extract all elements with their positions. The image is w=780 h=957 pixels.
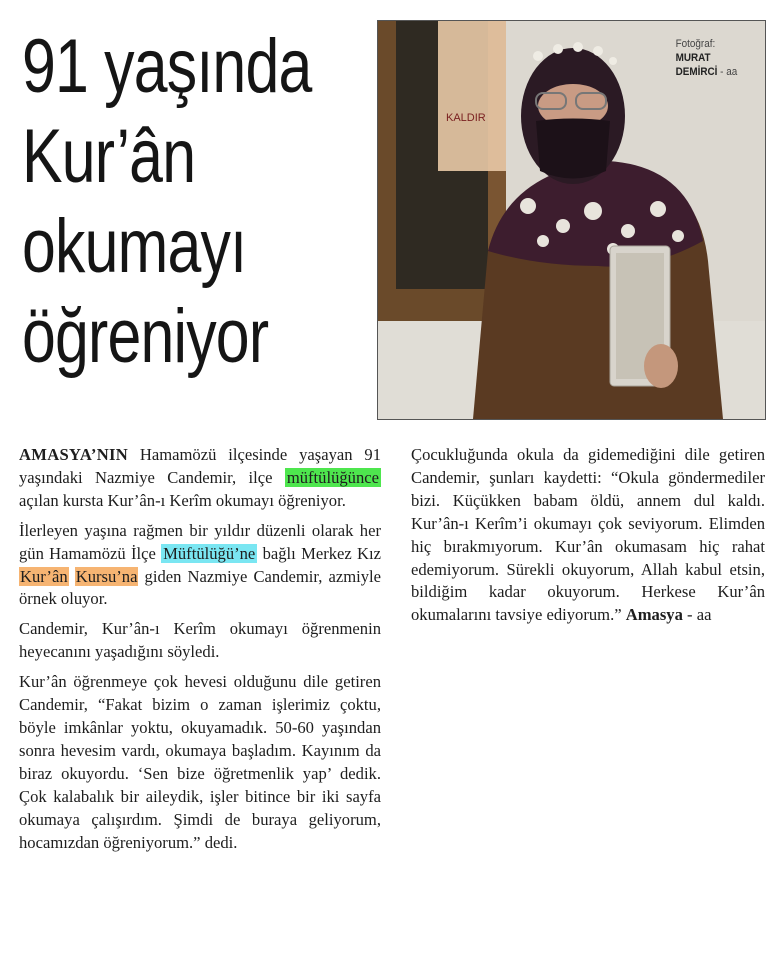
highlighted-term: müftülüğünce <box>286 467 379 487</box>
article-source: Amasya <box>625 605 683 625</box>
credit-name: MURAT <box>675 52 711 64</box>
headline <box>22 22 312 382</box>
credit-name: DEMİRCİ <box>675 66 718 78</box>
photo-credit <box>676 37 753 79</box>
text-run: bağlı Merkez Kız <box>257 543 381 563</box>
article-paragraph <box>19 444 381 513</box>
text-run: İlerleyen yaşına rağmen bir yıldır düzenli olarak her gün Hamamözü İlçe <box>19 520 381 563</box>
article-column-left <box>19 444 381 861</box>
credit-label: Fotoğraf: <box>675 38 716 50</box>
highlighted-term: Kursu’na <box>75 566 138 586</box>
dateline: AMASYA’NIN <box>19 445 129 464</box>
article-column-right <box>411 444 765 634</box>
highlighted-term: Müftülüğü’ne <box>163 543 256 563</box>
text-run: giden Nazmiye Candemir, azmiyle örnek oluyor. <box>19 566 381 609</box>
highlighted-term: Kur’ân <box>20 566 68 586</box>
text-run: Çocukluğunda okula da gidemediğini dile getiren Candemir, şunları kaydetti: “Okula göndermediler bizi. Küçükken babam öldü, annem dul kaldı. Kur’ân-ı Kerîm’i okumayı çok seviyorum. Elimden hiç bırakmıyorum. Kur’ân okumasam hiç rahat edemiyorum. Sürekli okuyorum, Allah kabul etsin, bildiğim kadar okuyorum. Herkese Kur’ân okumalarını tavsiye ediyorum.” <box>411 445 765 625</box>
article-paragraph: Candemir, Kur’ân-ı Kerîm okumayı öğrenmenin heyecanını yaşadığını söyledi. <box>19 619 381 662</box>
credit-agency: - aa <box>717 66 738 78</box>
headline-line: Kur’ân <box>22 114 196 199</box>
text-run <box>69 567 75 586</box>
article-paragraph <box>19 520 381 612</box>
article-paragraph <box>411 444 765 627</box>
headline-line: okumayı <box>22 204 247 289</box>
headline-line: öğreniyor <box>22 294 269 379</box>
headline-line: 91 yaşında <box>22 24 312 109</box>
photo-illustration <box>378 21 765 419</box>
article-agency: - aa <box>682 605 712 625</box>
news-photo <box>377 20 766 420</box>
text-run: Hamamözü ilçesinde yaşayan 91 yaşındaki Nazmiye Candemir, ilçe <box>19 445 381 487</box>
sign-text: KALDIR <box>446 112 486 124</box>
text-run: açılan kursta Kur’ân-ı Kerîm okumayı öğreniyor. <box>19 490 346 510</box>
article-paragraph: Kur’ân öğrenmeye çok hevesi olduğunu dile getiren Candemir, “Fakat bizim o zaman işlerimiz çoktu, böyle imkânlar yoktu, okuyamadık. 50-60 yaşından sonra hevesim vardı, okumaya başladım. Kayınım da biraz okuyordu. ‘Sen bize öğretmenlik yap’ dedik. Çok kalabalık bir aileydik, işler bitince bir iki sayfa okumaya çalışırdım. Şimdi de buraya geliyorum, hocamızdan öğreniyorum.” dedi. <box>19 672 381 852</box>
